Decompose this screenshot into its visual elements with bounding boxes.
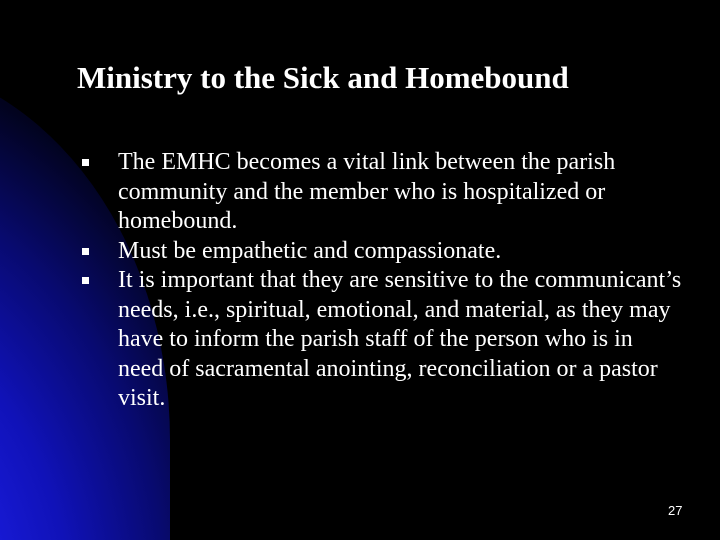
square-bullet-icon [82, 159, 89, 166]
bullet-text-2: Must be empathetic and compassionate. [118, 237, 502, 264]
square-bullet-icon [82, 248, 89, 255]
bullet-item-2 [82, 237, 682, 267]
bullet-item-1 [82, 148, 682, 237]
bullet-item-3 [82, 266, 682, 414]
bullet-list [82, 148, 682, 414]
square-bullet-icon [82, 277, 89, 284]
page-number: 27 [668, 503, 683, 518]
slide-title: Ministry to the Sick and Homebound [77, 60, 569, 95]
bullet-text-1: The EMHC becomes a vital link between the parish community and the member who is hospitalized or homebound. [118, 149, 616, 234]
bullet-text-3: It is important that they are sensitive to the communicant’s needs, i.e., spiritual, emotional, and material, as they may have to inform the parish staff of the person who is in need of sacramental anointing, reconciliation or a pastor visit. [118, 267, 682, 411]
